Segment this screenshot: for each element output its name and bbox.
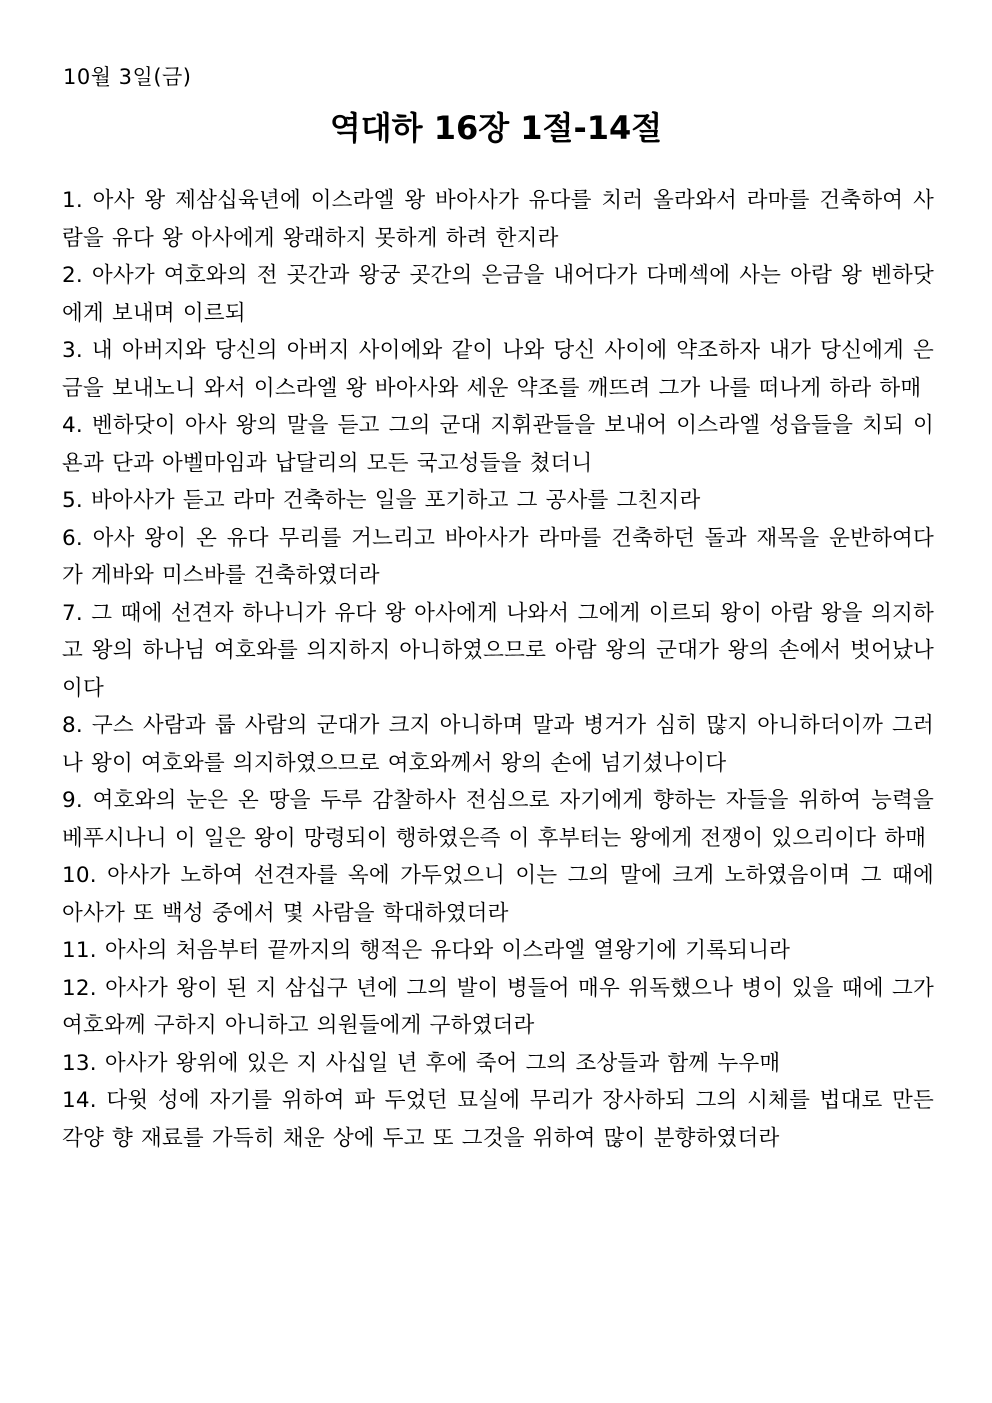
verse-1: 1. 아사 왕 제삼십육년에 이스라엘 왕 바아사가 유다를 치러 올라와서 라마를 건축하여 사람을 유다 왕 아사에게 왕래하지 못하게 하려 한지라: [62, 188, 934, 251]
verse-4: 4. 벤하닷이 아사 왕의 말을 듣고 그의 군대 지휘관들을 보내어 이스라엘 성읍들을 치되 이욘과 단과 아벨마임과 납달리의 모든 국고성들을 쳤더니: [62, 413, 934, 476]
verse-12: 12. 아사가 왕이 된 지 삼십구 년에 그의 발이 병들어 매우 위독했으나 병이 있을 때에 그가 여호와께 구하지 아니하고 의원들에게 구하였더라: [62, 975, 934, 1038]
verse-6: 6. 아사 왕이 온 유다 무리를 거느리고 바아사가 라마를 건축하던 돌과 재목을 운반하여다가 게바와 미스바를 건축하였더라: [62, 525, 934, 588]
verse-5: 5. 바아사가 듣고 라마 건축하는 일을 포기하고 그 공사를 그친지라: [62, 488, 701, 513]
verse-list: [62, 182, 934, 1157]
date-heading: 10월 3일(금): [63, 65, 192, 89]
verse-10: 10. 아사가 노하여 선견자를 옥에 가두었으니 이는 그의 말에 크게 노하였음이며 그 때에 아사가 또 백성 중에서 몇 사람을 학대하였더라: [62, 863, 934, 926]
verse-9: 9. 여호와의 눈은 온 땅을 두루 감찰하사 전심으로 자기에게 향하는 자들을 위하여 능력을 베푸시나니 이 일은 왕이 망령되이 행하였은즉 이 후부터는 왕에게 전쟁이 있으리이다 하매: [62, 788, 934, 851]
verse-14: 14. 다윗 성에 자기를 위하여 파 두었던 묘실에 무리가 장사하되 그의 시체를 법대로 만든 각양 향 재료를 가득히 채운 상에 두고 또 그것을 위하여 많이 분향하였더라: [62, 1088, 934, 1151]
verse-7: 7. 그 때에 선견자 하나니가 유다 왕 아사에게 나와서 그에게 이르되 왕이 아람 왕을 의지하고 왕의 하나님 여호와를 의지하지 아니하였으므로 아람 왕의 군대가 왕의 손에서 벗어났나이다: [62, 600, 934, 701]
verse-2: 2. 아사가 여호와의 전 곳간과 왕궁 곳간의 은금을 내어다가 다메섹에 사는 아람 왕 벤하닷에게 보내며 이르되: [62, 263, 934, 326]
verse-8: 8. 구스 사람과 룹 사람의 군대가 크지 아니하며 말과 병거가 심히 많지 아니하더이까 그러나 왕이 여호와를 의지하였으므로 여호와께서 왕의 손에 넘기셨나이다: [62, 713, 934, 776]
verse-3: 3. 내 아버지와 당신의 아버지 사이에와 같이 나와 당신 사이에 약조하자 내가 당신에게 은금을 보내노니 와서 이스라엘 왕 바아사와 세운 약조를 깨뜨려 그가 나를 떠나게 하라 하매: [62, 338, 934, 401]
verse-13: 13. 아사가 왕위에 있은 지 사십일 년 후에 죽어 그의 조상들과 함께 누우매: [62, 1050, 781, 1076]
page-title: 역대하 16장 1절-14절: [329, 109, 663, 147]
verse-11: 11. 아사의 처음부터 끝까지의 행적은 유다와 이스라엘 열왕기에 기록되니라: [62, 938, 791, 963]
